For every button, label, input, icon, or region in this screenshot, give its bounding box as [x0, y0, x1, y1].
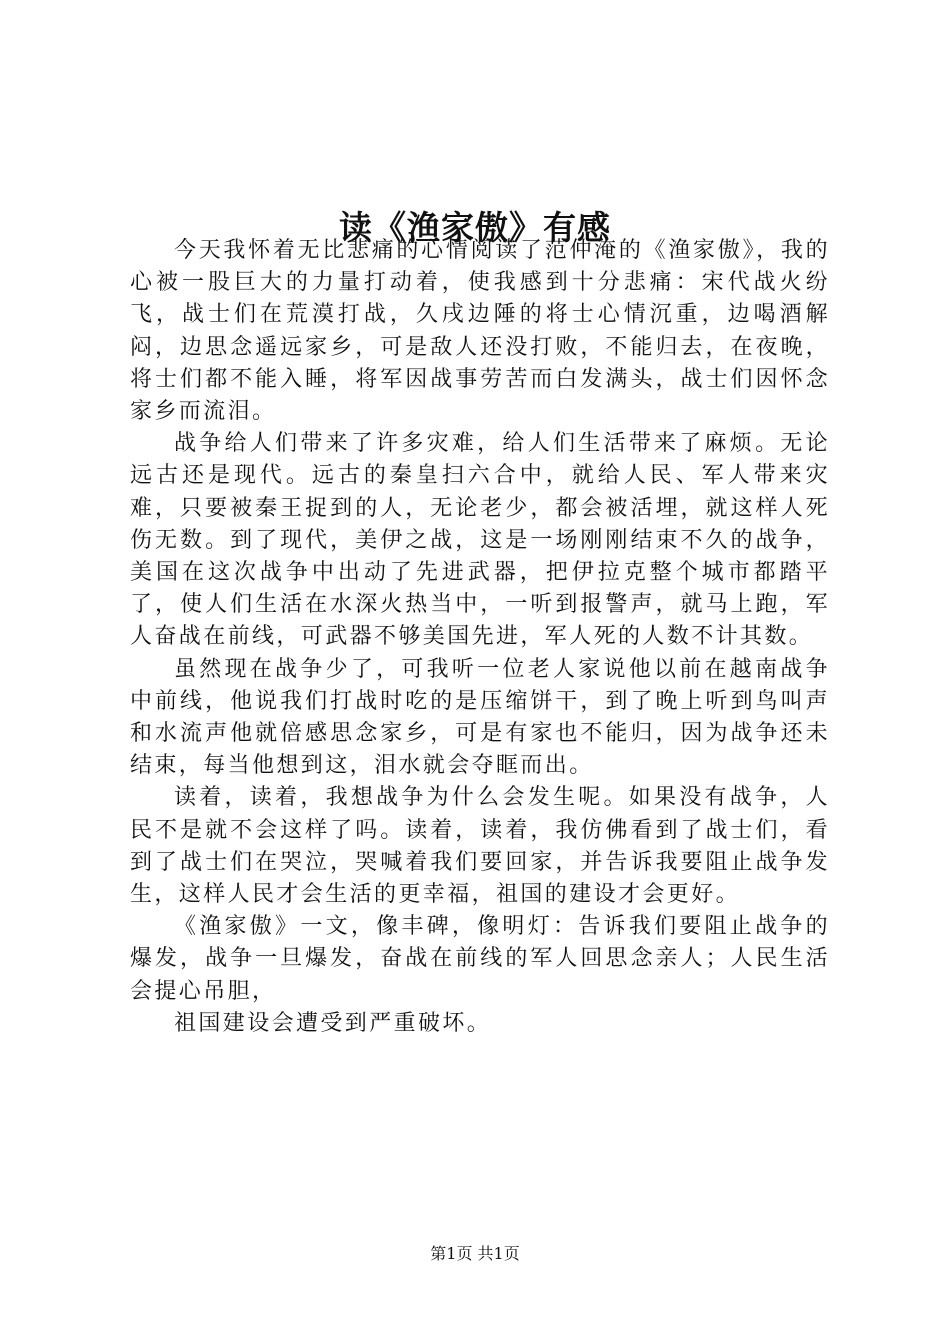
page-number: 第1页 共1页: [430, 1244, 520, 1263]
document-body: [130, 235, 830, 1040]
paragraph-3: 虽然现在战争少了，可我听一位老人家说他以前在越南战争中前线，他说我们打战时吃的是压缩饼干，到了晚上听到鸟叫声和水流声他就倍感思念家乡，可是有家也不能归，因为战争还未结束，每当他想到这，泪水就会夺眶而出。: [130, 656, 830, 779]
paragraph-2: 战争给人们带来了许多灾难，给人们生活带来了麻烦。无论远古还是现代。远古的秦皇扫六合中，就给人民、军人带来灾难，只要被秦王捉到的人，无论老少，都会被活埋，就这样人死伤无数。到了现代，美伊之战，这是一场刚刚结束不久的战争，美国在这次战争中出动了先进武器，把伊拉克整个城市都踏平了，使人们生活在水深火热当中，一听到报警声，就马上跑，军人奋战在前线，可武器不够美国先进，军人死的人数不计其数。: [130, 431, 830, 650]
document-title: 读《渔家傲》有感: [339, 208, 611, 248]
paragraph-4: 读着，读着，我想战争为什么会发生呢。如果没有战争，人民不是就不会这样了吗。读着，读着，我仿佛看到了战士们，看到了战士们在哭泣，哭喊着我们要回家，并告诉我要阻止战争发生，这样人民才会生活的更幸福，祖国的建设才会更好。: [130, 785, 830, 908]
paragraph-6: 祖国建设会遭受到严重破坏。: [174, 1010, 492, 1036]
page-footer: [0, 1242, 950, 1266]
paragraph-1: 今天我怀着无比悲痛的心情阅读了范仲淹的《渔家傲》，我的心被一股巨大的力量打动着，使我感到十分悲痛：宋代战火纷飞，战士们在荒漠打战，久戌边陲的将士心情沉重，边喝酒解闷，边思念遥远家乡，可是敌人还没打败，不能归去，在夜晚，将士们都不能入睡，将军因战事劳苦而白发满头，战士们因怀念家乡而流泪。: [130, 238, 830, 425]
paragraph-5: 《渔家傲》一文，像丰碑，像明灯：告诉我们要阻止战争的爆发，战争一旦爆发，奋战在前线的军人回思念亲人；人民生活会提心吊胆，: [130, 914, 830, 1004]
